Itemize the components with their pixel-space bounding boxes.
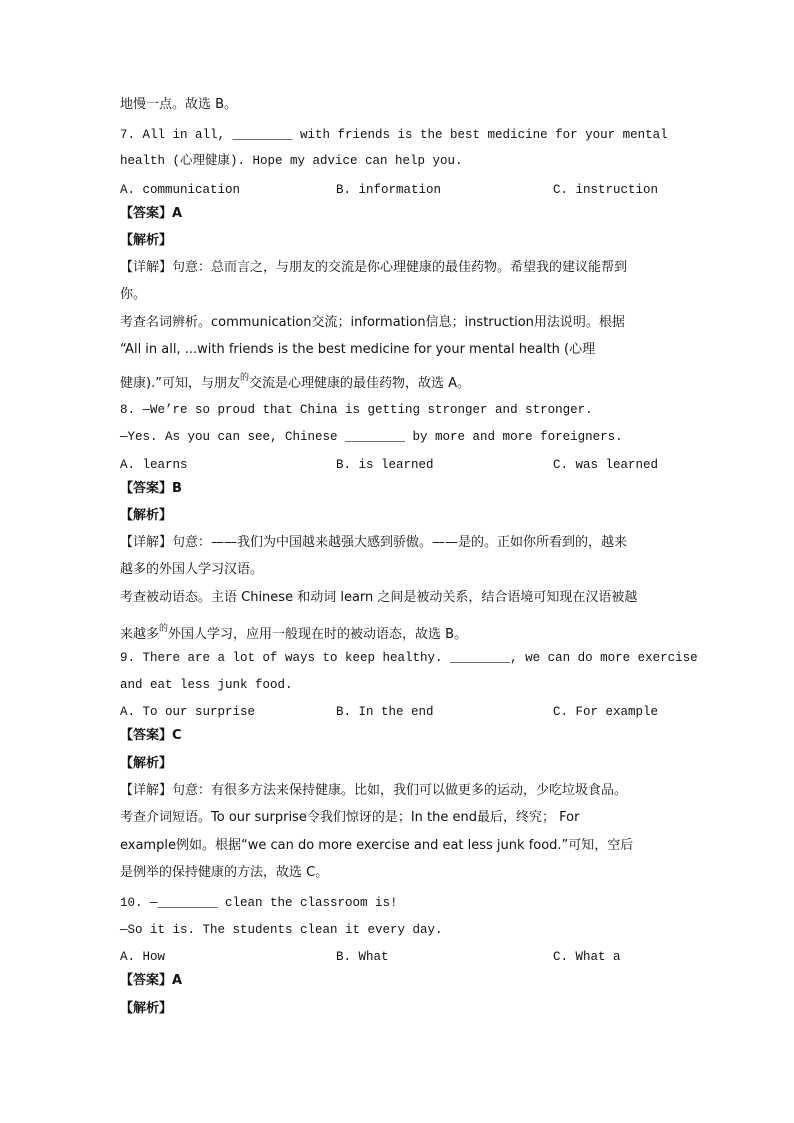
q8-option-b: B. is learned [336,458,434,472]
q8-answer: 【答案】B [120,481,182,496]
question-10-stem: 10. —________ clean the classroom is! [120,896,398,910]
superscript-char: 的 [239,373,249,383]
q8-detail-line [120,620,467,644]
q8-option-a: A. learns [120,458,188,472]
q7-detail-line: “All in all, ...with friends is the best medicine for your mental health (心理 [120,342,596,357]
q10-option-b: B. What [336,950,389,964]
q9-detail-line: 是例举的保持健康的方法，故选 C。 [120,865,329,880]
q8-detail-line: 【详解】句意：——我们为中国越来越强大感到骄傲。——是的。正如你所看到的，越来 [120,535,628,550]
q10-analysis-label: 【解析】 [120,1001,173,1016]
q10-answer: 【答案】A [120,973,183,988]
q9-analysis-label: 【解析】 [120,756,173,771]
question-8-stem-cont: —Yes. As you can see, Chinese ________ by more and more foreigners. [120,430,623,444]
text-span: 外国人学习，应用一般现在时的被动语态，故选 B。 [168,627,468,642]
q9-detail-line: 考查介词短语。To our surprise令我们惊讶的是；In the end最后，终究； For [120,810,580,825]
q9-option-a: A. To our surprise [120,705,256,719]
q9-detail-line: example例如。根据“we can do more exercise and eat less junk food.”可知，空后 [120,838,634,853]
q7-option-c: C. instruction [553,183,659,197]
q7-detail-line: 考查名词辨析。communication交流；information信息；instruction用法说明。根据 [120,315,625,330]
q8-option-c: C. was learned [553,458,659,472]
question-7-stem: 7. All in all, ________ with friends is the best medicine for your mental [120,128,668,142]
q10-option-a: A. How [120,950,166,964]
q9-detail-line: 【详解】句意：有很多方法来保持健康。比如，我们可以做更多的运动，少吃垃圾食品。 [120,783,628,798]
q7-option-a: A. communication [120,183,241,197]
q8-detail-line: 考查被动语态。主语 Chinese 和动词 learn 之间是被动关系，结合语境可知现在汉语被越 [120,590,638,605]
q9-answer: 【答案】C [120,728,182,743]
question-7-stem-cont: health (心理健康). Hope my advice can help you. [120,154,463,168]
text-span: 交流是心理健康的最佳药物，故选 A。 [248,376,470,391]
text-span: 健康).”可知，与朋友 [120,376,240,391]
q7-answer: 【答案】A [120,206,183,221]
q7-option-b: B. information [336,183,442,197]
question-9-stem-cont: and eat less junk food. [120,678,293,692]
q9-option-c: C. For example [553,705,659,719]
question-10-stem-cont: —So it is. The students clean it every day. [120,923,443,937]
q7-detail-line: 你。 [120,287,147,302]
q8-analysis-label: 【解析】 [120,508,173,523]
text-span: 来越多 [120,627,160,642]
q7-detail-line [120,369,470,393]
q10-option-c: C. What a [553,950,621,964]
text-line: 地慢一点。故选 B。 [120,97,238,112]
q9-option-b: B. In the end [336,705,434,719]
superscript-char: 的 [159,624,169,634]
q7-analysis-label: 【解析】 [120,233,173,248]
q8-detail-line: 越多的外国人学习汉语。 [120,562,264,577]
q7-detail-line: 【详解】句意：总而言之，与朋友的交流是你心理健康的最佳药物。希望我的建议能帮到 [120,260,628,275]
question-8-stem: 8. —We’re so proud that China is getting stronger and stronger. [120,403,593,417]
question-9-stem: 9. There are a lot of ways to keep healthy. ________, we can do more exercise [120,651,698,665]
